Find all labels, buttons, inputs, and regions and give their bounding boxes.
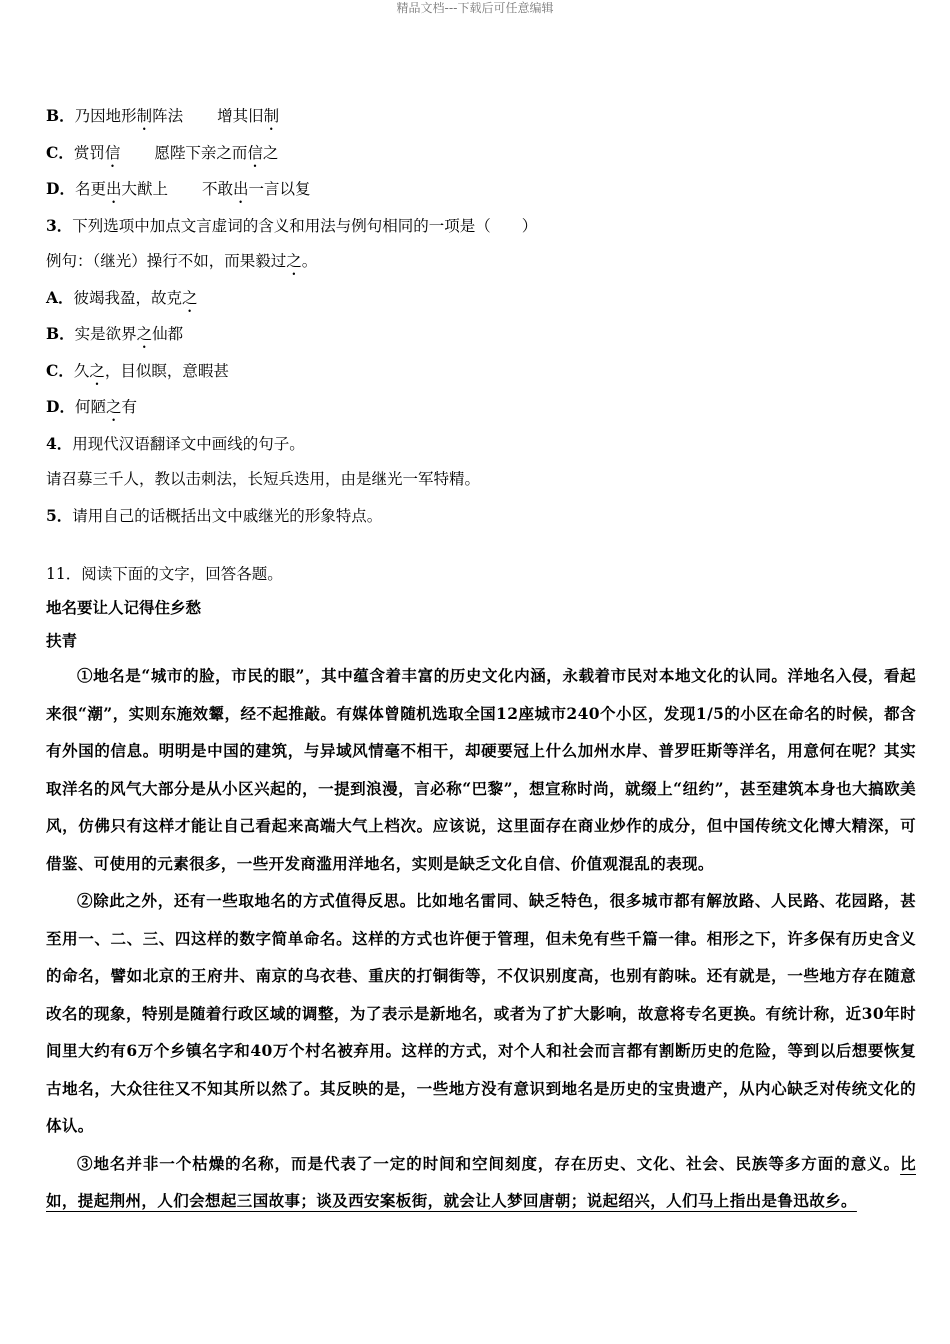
option-text: 大猷上	[121, 180, 168, 198]
option-text: 仙都	[152, 325, 184, 343]
dotted-char: 之	[182, 288, 198, 307]
question-text: 用现代汉语翻译文中画线的句子。	[72, 434, 305, 453]
question-number: 5．	[46, 505, 73, 525]
question-number: 3．	[46, 215, 73, 235]
option-text: 不敢	[202, 180, 234, 198]
option-label: C．	[46, 142, 74, 162]
article-paragraph-1: ①地名是“城市的脸，市民的眼”，其中蕴含着丰富的历史文化内涵，永载着市民对本地文化的认同。洋地名入侵，看起来很“潮”，实则东施效颦，经不起推敲。有媒体曾随机选取全国12座城市240个小区，发现1/5的小区在命名的时候，都含有外国的信息。明明是中国的建筑，与异域风情毫不相干，却硬要冠上什么加州水岸、普罗旺斯等洋名，用意何在呢？其实取洋名的风气大部分是从小区兴起的，一提到浪漫，言必称“巴黎”，想宣称时尚，就缀上“纽约”，甚至建筑本身也大搞欧美风，仿佛只有这样才能让自己看起来高端大气上档次。应该说，这里面存在商业炒作的成分，但中国传统文化博大精深，可借鉴、可使用的元素很多，一些开发商滥用洋地名，实则是缺乏文化自信、价值观混乱的表现。	[46, 666, 916, 873]
dotted-char: 之	[136, 325, 153, 343]
option-text: 乃因地形	[74, 107, 137, 125]
dotted-char: 信	[247, 143, 263, 162]
option-text: ，目似瞑，意暇甚	[104, 361, 229, 380]
paragraph-text: ③地名并非一个枯燥的名称，而是代表了一定的时间和空间刻度，存在历史、文化、社会、民族等多方面的意义。	[77, 1153, 901, 1173]
underlined-sentence: 比如，提起荆州，人们会想起三国故事；谈及西安案板街，就会让人梦回唐朝；说起绍兴，人们马上指出是鲁迅故乡。	[46, 1153, 916, 1210]
question-text: 请用自己的话概括出文中戚继光的形象特点。	[72, 506, 383, 525]
option-text: 彼竭我盈，故克	[73, 288, 183, 307]
q4-stem	[46, 426, 916, 463]
q3-option-b	[46, 316, 916, 353]
option-text: 增其旧	[217, 107, 264, 125]
option-text: 实是欲界	[74, 325, 137, 343]
option-text: 有	[121, 398, 137, 416]
question-number: 4．	[46, 433, 73, 453]
article-title: 地名要让人记得住乡愁	[46, 598, 202, 617]
article-paragraph-3	[46, 1145, 916, 1220]
q3-example	[46, 244, 916, 280]
q3-option-a	[46, 280, 916, 317]
q3-option-d	[46, 389, 916, 426]
option-label: C．	[46, 360, 74, 380]
dotted-char: 之	[105, 398, 122, 416]
dotted-char: 信	[104, 143, 121, 162]
option-text: 之	[262, 143, 279, 162]
dotted-char: 出	[105, 180, 122, 198]
dotted-char: 出	[233, 180, 249, 198]
option-text: 一言以复	[248, 180, 311, 198]
option-text: 何陋	[74, 398, 106, 416]
option-text: 名更	[74, 180, 106, 198]
example-text: 例句：（继光）操行不如，而果毅过	[46, 252, 287, 270]
q4-sentence: 请召募三千人，教以击刺法，长短兵迭用，由是继光一军特精。	[46, 470, 481, 488]
article-paragraph-2: ②除此之外，还有一些取地名的方式值得反思。比如地名雷同、缺乏特色，很多城市都有解放路、人民路、花园路，甚至用一、二、三、四这样的数字简单命名。这样的方式也许便于管理，但未免有些千篇一律。相形之下，许多保有历史含义的命名，譬如北京的王府井、南京的乌衣巷、重庆的打铜街等，不仅识别度高，也别有韵味。还有就是，一些地方存在随意改名的现象，特别是随着行政区域的调整，为了表示是新地名，或者为了扩大影响，故意将专名更换。有统计称，近30年时间里大约有6万个乡镇名字和40万个村名被弃用。这样的方式，对个人和社会而言都有割断历史的危险，等到以后想要恢复古地名，大众往往又不知其所以然了。其反映的是，一些地方没有意识到地名是历史的宝贵遗产，从内心缺乏对传统文化的体认。	[46, 891, 916, 1135]
option-text: 愿陛下亲之而	[154, 143, 248, 162]
option-label: B．	[46, 324, 75, 343]
q2-option-d	[46, 171, 916, 208]
option-text: 阵法	[152, 107, 184, 125]
option-label: B．	[46, 106, 75, 125]
dotted-char: 制	[136, 107, 153, 125]
question-text: 下列选项中加点文言虚词的含义和用法与例句相同的一项是（ ）	[72, 216, 538, 235]
q3-option-c	[46, 353, 916, 390]
q3-stem	[46, 208, 916, 245]
header-watermark: 精品文档---下载后可任意编辑	[396, 1, 554, 15]
option-text: 赏罚	[73, 143, 105, 162]
document-page	[46, 98, 916, 1220]
dotted-char: 之	[89, 361, 105, 380]
option-label: A．	[46, 287, 74, 307]
q2-option-b	[46, 98, 916, 135]
q11-heading: 11．阅读下面的文字，回答各题。	[46, 565, 283, 583]
option-text: 久	[73, 361, 90, 380]
example-text: 。	[301, 252, 318, 270]
dotted-char: 制	[263, 107, 280, 125]
q5-stem	[46, 498, 916, 535]
article-body	[46, 657, 916, 1220]
article-author: 扶青	[46, 631, 78, 650]
dotted-char: 之	[286, 252, 302, 270]
option-label: D．	[46, 397, 75, 416]
option-label: D．	[46, 179, 75, 198]
q2-option-c	[46, 135, 916, 172]
